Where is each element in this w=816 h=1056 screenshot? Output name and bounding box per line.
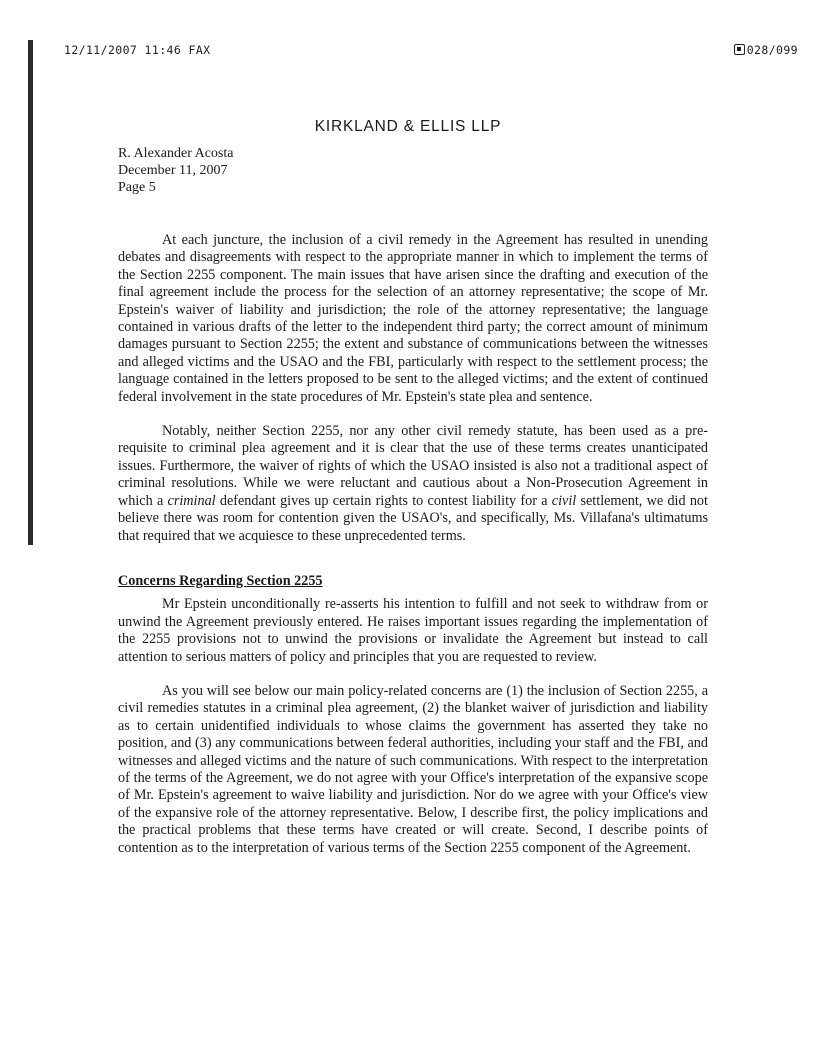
fax-datetime: 12/11/2007 11:46 FAX [64,43,211,57]
letter-body [118,232,708,874]
recipient-name: R. Alexander Acosta [118,146,234,161]
body-paragraph-1: At each juncture, the inclusion of a civil remedy in the Agreement has resulted in unending debates and disagreements with respect to the appropriate manner in which to implement the terms of the Section 2255 component. The main issues that have arisen since the drafting and execution of the final agreement include the process for the selection of an attorney representative; the scope of Mr. Epstein's waiver of liability and jurisdiction; the role of the attorney representative; the language contained in various drafts of the letter to the independent third party; the correct amount of minimum damages pursuant to Section 2255; the extent and substance of communications between the witnesses and alleged victims and the USAO and the FBI, particularly with respect to the settlement process; the language contained in the letters proposed to be sent to the alleged victims; and the extent of continued federal involvement in the state procedures of Mr. Epstein's state plea and sentence. [118,232,708,405]
body-paragraph-3: Mr Epstein unconditionally re-asserts his intention to fulfill and not seek to withdraw from or unwind the Agreement previously entered. He raises important issues regarding the implementation of the 2255 provisions not to unwind the provisions or invalidate the Agreement but instead to call attention to serious matters of policy and principles that you are requested to review. [118,596,708,665]
paragraph-2-text-c: settlement, we did not believe there was room for contention given the USAO's, and specifically, Ms. Villafana's ultimatums that required that we acquiesce to these unprecedented terms. [118,492,708,544]
section-heading: Concerns Regarding Section 2255 [118,572,323,589]
paragraph-2-text-b: defendant gives up certain rights to contest liability for a [215,492,552,509]
fax-page-counter-group [734,43,798,57]
letter-date: December 11, 2007 [118,163,228,178]
page-number: Page 5 [118,180,156,195]
fax-page-icon [734,44,745,55]
paragraph-2-text-a: Notably, neither Section 2255, nor any other civil remedy statute, has been used as a pre-requisite to criminal plea agreement and it is clear that the use of these terms creates unanticipated issues. Furthermore, the waiver of rights of which the USAO insisted is also not a traditional aspect of criminal resolutions. While we were reluctant and cautious about a Non-Prosecution Agreement in which a [118,423,708,509]
fax-header [64,43,798,57]
paragraph-2-emphasis-criminal: criminal [167,492,216,509]
body-paragraph-4: As you will see below our main policy-related concerns are (1) the inclusion of Section 2255, a civil remedies statutes in a criminal plea agreement, (2) the blanket waiver of jurisdiction and liability as to certain unidentified individuals to whose claims the government has asserted they take no position, and (3) any communications between federal authorities, including your staff and the FBI, and witnesses and alleged victims and the nature of such communications. With respect to the interpretation of the terms of the Agreement, we do not agree with your Office's interpretation of the expansive scope of Mr. Epstein's agreement to waive liability and jurisdiction. Nor do we agree with your Office's view of the expansive role of the attorney representative. Below, I describe first, the policy implications and the practical problems that these terms have created or will create. Second, I describe points of contention as to the interpretation of various terms of the Section 2255 component of the Agreement. [118,682,708,856]
scan-edge-bar [28,40,33,545]
body-paragraph-2 [118,423,708,545]
letterhead-firm-name: KIRKLAND & ELLIS LLP [314,118,502,135]
recipient-block [118,145,233,196]
paragraph-2-emphasis-civil: civil [551,492,577,509]
fax-page-counter: 028/099 [746,43,798,57]
